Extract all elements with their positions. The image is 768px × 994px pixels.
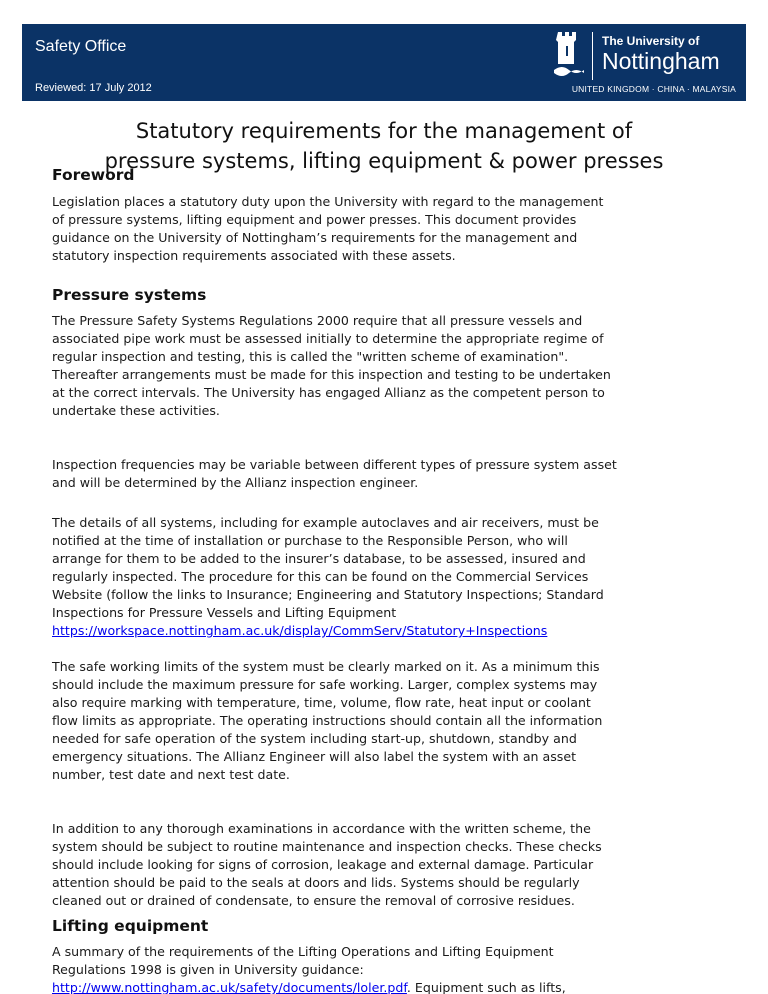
title-line: pressure systems, lifting equipment & power presses xyxy=(104,149,664,173)
text-line: Website (follow the links to Insurance; Engineering and Statutory Inspections; Standard xyxy=(52,587,604,602)
text-line: The Pressure Safety Systems Regulations 2000 require that all pressure vessels and xyxy=(52,313,583,328)
text-line: http://www.nottingham.ac.uk/safety/documents/loler.pdf. Equipment such as lifts, xyxy=(52,980,566,994)
university-logo xyxy=(546,30,736,96)
title-line: Statutory requirements for the management of xyxy=(135,119,633,143)
text-line: In addition to any thorough examinations in accordance with the written scheme, the xyxy=(52,821,591,836)
foreword-paragraph xyxy=(52,193,732,265)
text-line: Inspections for Pressure Vessels and Lifting Equipment xyxy=(52,605,397,620)
pressure-paragraph-5 xyxy=(52,820,732,910)
text-line: statutory inspection requirements associated with these assets. xyxy=(52,248,456,263)
text-line: at the correct intervals. The University has engaged Allianz as the competent person to xyxy=(52,385,605,400)
lifting-equipment-heading: Lifting equipment xyxy=(52,917,209,935)
logo-tagline: UNITED KINGDOM · CHINA · MALAYSIA xyxy=(571,84,736,94)
text-line: cleaned out or drained of condensate, to ensure the removal of corrosive residues. xyxy=(52,893,575,908)
text-line: regular inspection and testing, this is called the "written scheme of examination". xyxy=(52,349,569,364)
pressure-systems-heading: Pressure systems xyxy=(52,286,207,304)
text-line: A summary of the requirements of the Lifting Operations and Lifting Equipment xyxy=(52,944,554,959)
pressure-paragraph-3 xyxy=(52,514,732,640)
pressure-paragraph-1 xyxy=(52,312,732,420)
text-line: also require marking with temperature, time, volume, flow rate, heat input or coolant xyxy=(52,695,591,710)
text-line xyxy=(52,622,732,640)
text-line: guidance on the University of Nottingham’s requirements for the management and xyxy=(52,230,578,245)
text-line: Legislation places a statutory duty upon the University with regard to the management xyxy=(52,194,604,209)
text-line: notified at the time of installation or purchase to the Responsible Person, who will xyxy=(52,533,568,548)
text-line: number, test date and next test date. xyxy=(52,767,290,782)
pressure-paragraph-2 xyxy=(52,456,732,492)
text-line: arrange for them to be added to the insurer’s database, to be assessed, insured and xyxy=(52,551,586,566)
castle-crest-icon xyxy=(554,30,584,78)
text-line: The safe working limits of the system must be clearly marked on it. As a minimum this xyxy=(52,659,600,674)
text-line: Regulations 1998 is given in University guidance: xyxy=(52,962,364,977)
text-line: Thereafter arrangements must be made for this inspection and testing to be undertaken xyxy=(52,367,611,382)
text-line: undertake these activities. xyxy=(52,403,220,418)
text-line: attention should be paid to the seals at doors and lids. Systems should be regularly xyxy=(52,875,580,890)
text-line: should include the maximum pressure for safe working. Larger, complex systems may xyxy=(52,677,598,692)
text-line: flow limits as appropriate. The operating instructions should contain all the information xyxy=(52,713,603,728)
statutory-inspections-link[interactable]: https://workspace.nottingham.ac.uk/display/CommServ/Statutory+Inspections xyxy=(52,623,548,638)
text-line: emergency situations. The Allianz Engineer will also label the system with an asset xyxy=(52,749,577,764)
text-line: and will be determined by the Allianz inspection engineer. xyxy=(52,475,419,490)
lifting-paragraph xyxy=(52,943,732,994)
header-banner xyxy=(22,24,746,101)
reviewed-date: Reviewed: 17 July 2012 xyxy=(35,82,152,94)
text-line: system should be subject to routine maintenance and inspection checks. These checks xyxy=(52,839,602,854)
text-line: The details of all systems, including for example autoclaves and air receivers, must be xyxy=(52,515,599,530)
logo-divider xyxy=(592,32,593,80)
text-line: of pressure systems, lifting equipment and power presses. This document provides xyxy=(52,212,577,227)
text-line: associated pipe work must be assessed initially to determine the appropriate regime of xyxy=(52,331,604,346)
loler-pdf-link[interactable]: http://www.nottingham.ac.uk/safety/documents/loler.pdf xyxy=(52,980,407,994)
office-name: Safety Office xyxy=(35,38,127,55)
text-line: needed for safe operation of the system including start-up, shutdown, standby and xyxy=(52,731,577,746)
foreword-heading: Foreword xyxy=(52,166,135,184)
pressure-paragraph-4 xyxy=(52,658,732,784)
logo-line1: The University of xyxy=(602,34,700,48)
text-line: should include looking for signs of corrosion, leakage and external damage. Particular xyxy=(52,857,594,872)
text-line: regularly inspected. The procedure for this can be found on the Commercial Services xyxy=(52,569,589,584)
text-line: Inspection frequencies may be variable between different types of pressure system asset xyxy=(52,457,617,472)
logo-line2: Nottingham xyxy=(602,48,720,74)
